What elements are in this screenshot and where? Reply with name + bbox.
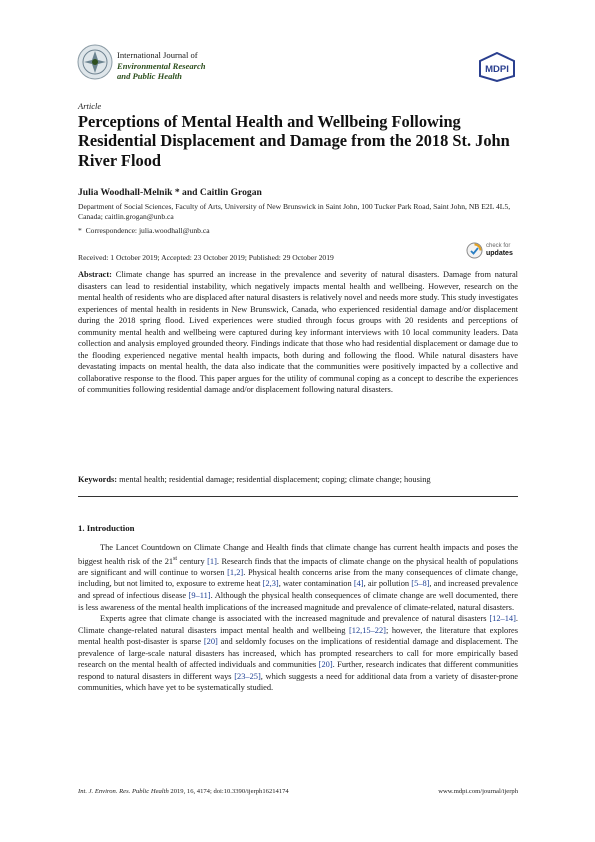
paragraph: Experts agree that climate change is associated with the increased magnitude and prevalence of natural disasters [12–14]. Climate change-related natural disasters impact mental health and wellbeing [12,15–22]; however, the literature that explores mental health post-disaster is sparse [20] and seldomly focuses on the implications of residential damage and displacement. The prevalence of large-scale natural disasters has increased, which has prompted researchers to call for more empirically based research on the mental health of affected individuals and communities [20]. Further, research indicates that different communities respond to natural disasters in different ways [23–25], which suggests a need for additional data from a variety of disaster-prone communities, which have yet to be systematically studied. xyxy=(78,614,518,693)
article-type: Article xyxy=(78,101,102,111)
citation-link[interactable]: [4] xyxy=(353,579,364,589)
affiliation-text: Department of Social Sciences, Faculty of Arts, University of New Brunswick in Saint John, 100 Tucker Park Road, Saint John, NB E2L 4L5, Canada; caitlin.grogan@unb.ca xyxy=(78,202,511,222)
correspondence-marker: * xyxy=(78,226,86,235)
section-divider xyxy=(78,496,518,497)
abstract-label: Abstract: xyxy=(78,270,112,279)
journal-logo xyxy=(77,44,113,80)
journal-name xyxy=(117,50,206,82)
svg-text:MDPI: MDPI xyxy=(485,64,509,75)
introduction-body xyxy=(78,542,518,694)
correspondence xyxy=(78,226,210,235)
authors: Julia Woodhall-Melnik * and Caitlin Grogan xyxy=(78,187,262,198)
article-title: Perceptions of Mental Health and Wellbeing Following Residential Displacement and Damage from the 2018 St. John River Flood xyxy=(78,112,510,170)
paragraph: The Lancet Countdown on Climate Change and Health finds that climate change has current health impacts and poses the biggest health risk of the 21st century [1]. Research finds that the impacts of climate change on the physical health of populations are significant and will continue to worsen [1,2]. Physical health concerns arise from the many consequences of climate change, including, but not limited to, exposure to extreme heat [2,3], water contamination [4], air pollution [5–8], and increased prevalence and spread of infectious disease [9–11]. Although the physical health consequences of climate change are well documented, there is less awareness of the mental health implications of the increased magnitude and prevalence of climate-related, natural disasters. xyxy=(78,543,518,612)
correspondence-text: Correspondence: julia.woodhall@unb.ca xyxy=(85,226,210,235)
check-for-updates-badge[interactable] xyxy=(466,241,520,263)
abstract xyxy=(78,269,518,396)
journal-name-line3: and Public Health xyxy=(117,71,182,81)
citation-link[interactable]: [12,15–22] xyxy=(348,625,386,635)
citation-link[interactable]: [12–14] xyxy=(489,614,516,624)
citation-link[interactable]: [2,3] xyxy=(262,579,279,589)
check-updates-line1: check for xyxy=(486,243,511,249)
citation-link[interactable]: [9–11] xyxy=(188,590,211,600)
footer-citation-details: 2019, 16, 4174; doi:10.3390/ijerph16214174 xyxy=(168,788,289,795)
journal-name-line2: Environmental Research xyxy=(117,60,206,71)
check-updates-line2: updates xyxy=(486,250,513,257)
publication-dates: Received: 1 October 2019; Accepted: 23 October 2019; Published: 29 October 2019 xyxy=(78,253,334,262)
footer-citation xyxy=(78,788,289,795)
citation-link[interactable]: [1,2] xyxy=(227,567,244,577)
keywords xyxy=(78,474,518,485)
abstract-text: Climate change has spurred an increase in the prevalence and severity of natural disasters. Damage from natural disasters can lead to residential instability, which negatively impacts mental health and wellbeing. However, research on the mental health of residents who are displaced after natural disasters is relatively novel and needs more study. This study investigates experiences of mental health in residents in New Brunswick, Canada, who experienced residential damage and/or displacement during the 2018 spring flood. Lived experiences were studied through focus groups with 20 residents and perceptions of community mental health and wellbeing were captured during key informant interviews with 10 local community leaders. Data collection and analysis employed grounded theory. Findings indicate that those who had residential displacement or damage due to the flooding experienced negative mental health impacts, both during and following the flood. While natural disasters have devastating impacts on mental health, the data also indicate that the communities were positively impacted by a collective and collaborative response to the flood. This paper argues for the utility of communal coping as a concept to describe the experiences of communities following residential damage and/or displacement following natural disasters. xyxy=(78,270,518,395)
affiliation xyxy=(78,202,518,223)
keywords-text: mental health; residential damage; residential displacement; coping; climate change; housing xyxy=(119,475,431,484)
section-heading: 1. Introduction xyxy=(78,523,135,533)
citation-link[interactable]: [20] xyxy=(318,660,333,670)
citation-link[interactable]: [5–8] xyxy=(411,579,430,589)
mdpi-logo xyxy=(478,52,516,82)
citation-link[interactable]: [23–25] xyxy=(234,671,261,681)
journal-name-line1: International Journal of xyxy=(117,50,198,60)
footer-url[interactable]: www.mdpi.com/journal/ijerph xyxy=(438,788,518,795)
superscript: st xyxy=(173,555,178,562)
citation-link[interactable]: [20] xyxy=(203,637,218,647)
footer-journal-abbrev: Int. J. Environ. Res. Public Health xyxy=(78,788,169,795)
keywords-label: Keywords: xyxy=(78,475,118,484)
citation-link[interactable]: [1] xyxy=(207,556,217,566)
check-updates-icon xyxy=(466,242,483,259)
